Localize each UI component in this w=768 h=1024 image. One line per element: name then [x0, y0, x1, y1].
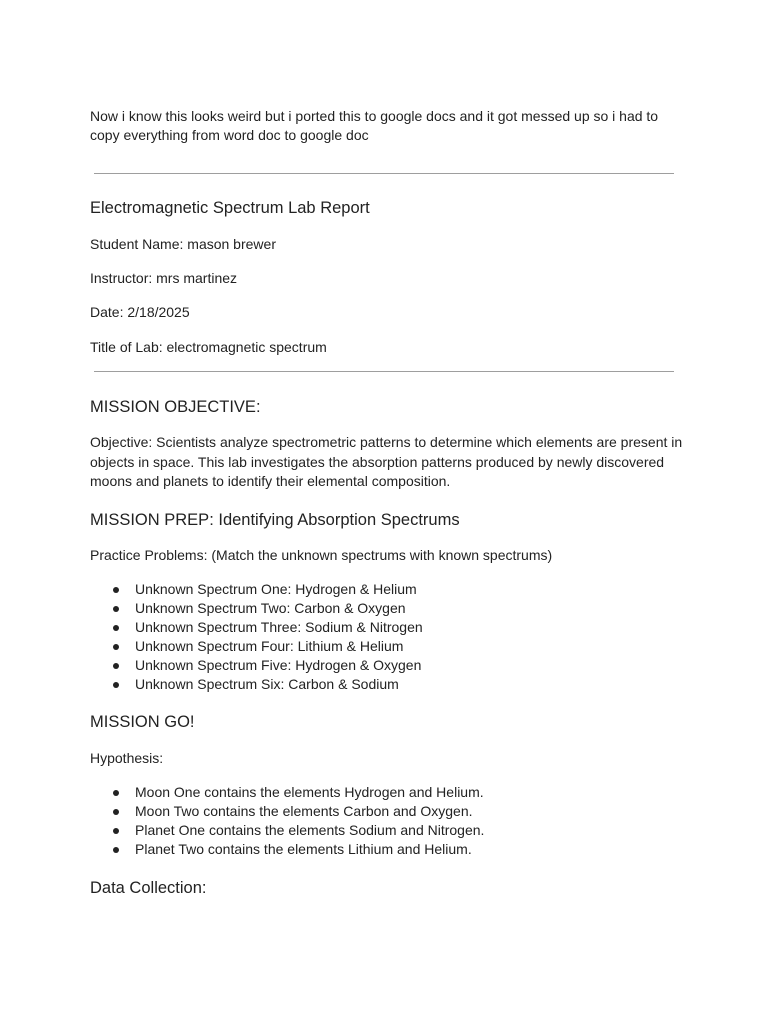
list-item-text: Unknown Spectrum Six: Carbon & Sodium [135, 676, 399, 692]
list-item-text: Unknown Spectrum One: Hydrogen & Helium [135, 581, 417, 597]
list-item-text: Unknown Spectrum Four: Lithium & Helium [135, 638, 404, 654]
prep-heading: MISSION PREP: Identifying Absorption Spectrums [90, 511, 460, 529]
list-item [90, 618, 423, 637]
list-item [90, 840, 484, 859]
bullet-icon [113, 682, 119, 688]
list-item-text: Moon Two contains the elements Carbon and Oxygen. [135, 803, 473, 819]
list-item [90, 637, 423, 656]
intro-note: Now i know this looks weird but i ported this to google docs and it got messed up so i had to copy everything from word doc to google doc [90, 108, 659, 143]
list-item-text: Unknown Spectrum Two: Carbon & Oxygen [135, 600, 406, 616]
lab-title: Title of Lab: electromagnetic spectrum [90, 339, 327, 355]
practice-intro: Practice Problems: (Match the unknown spectrums with known spectrums) [90, 547, 553, 563]
list-item [90, 599, 423, 618]
objective-text: Objective: Scientists analyze spectrometric patterns to determine which elements are present in objects in space. This lab investigates the absorption patterns produced by newly discovered moons and planets to identify their elemental composition. [90, 434, 683, 489]
practice-list [90, 580, 423, 694]
list-item-text: Planet Two contains the elements Lithium and Helium. [135, 841, 472, 857]
list-item [90, 821, 484, 840]
list-item-text: Planet One contains the elements Sodium and Nitrogen. [135, 822, 485, 838]
data-collection-heading: Data Collection: [90, 879, 207, 897]
list-item [90, 580, 423, 599]
bullet-icon [113, 606, 119, 612]
list-item-text: Moon One contains the elements Hydrogen and Helium. [135, 784, 484, 800]
report-title: Electromagnetic Spectrum Lab Report [90, 199, 370, 217]
hypothesis-list [90, 783, 484, 859]
bullet-icon [113, 790, 119, 796]
list-item [90, 783, 484, 802]
bullet-icon [113, 644, 119, 650]
list-item [90, 802, 484, 821]
objective-heading: MISSION OBJECTIVE: [90, 398, 261, 416]
list-item-text: Unknown Spectrum Five: Hydrogen & Oxygen [135, 657, 422, 673]
hypothesis-label: Hypothesis: [90, 750, 164, 766]
bullet-icon [113, 809, 119, 815]
bullet-icon [113, 847, 119, 853]
horizontal-rule [94, 371, 674, 372]
bullet-icon [113, 625, 119, 631]
list-item [90, 656, 423, 675]
bullet-icon [113, 663, 119, 669]
report-date: Date: 2/18/2025 [90, 304, 190, 320]
instructor: Instructor: mrs martinez [90, 270, 238, 286]
list-item [90, 675, 423, 694]
go-heading: MISSION GO! [90, 713, 195, 731]
horizontal-rule [94, 173, 674, 174]
student-name: Student Name: mason brewer [90, 236, 276, 252]
list-item-text: Unknown Spectrum Three: Sodium & Nitrogen [135, 619, 423, 635]
bullet-icon [113, 828, 119, 834]
bullet-icon [113, 587, 119, 593]
